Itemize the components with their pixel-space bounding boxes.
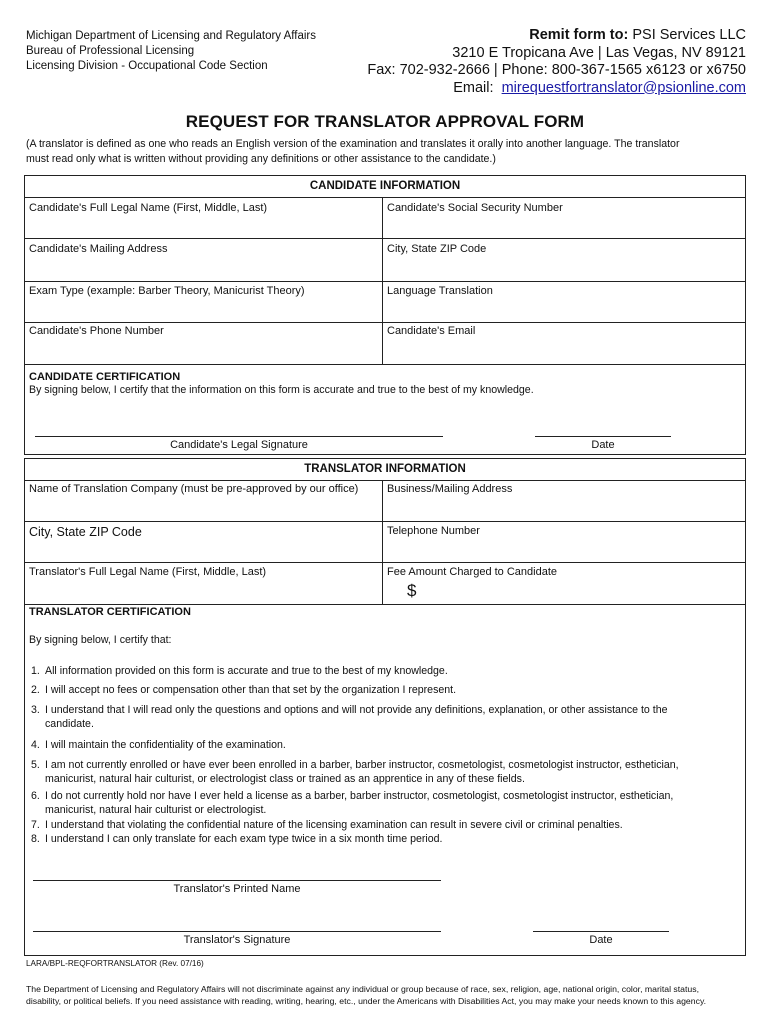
translator-city-field[interactable]: City, State ZIP Code — [29, 525, 142, 539]
agency-line-3: Licensing Division - Occupational Code Section — [26, 60, 268, 72]
translator-cert-header: TRANSLATOR CERTIFICATION — [29, 606, 191, 618]
candidate-email-field[interactable]: Candidate's Email — [387, 325, 476, 337]
candidate-section — [24, 175, 746, 455]
candidate-date-label: Date — [591, 439, 615, 451]
translator-fee-field[interactable]: Fee Amount Charged to Candidate — [387, 566, 558, 578]
candidate-city-field[interactable]: City, State ZIP Code — [387, 243, 487, 255]
translator-printed-name-line[interactable] — [33, 880, 441, 881]
candidate-date-line[interactable] — [535, 436, 671, 437]
remit-email-label: Email: — [453, 79, 494, 96]
certification-item-8: 8. I understand I can only translate for each exam type twice in a six month time period. — [31, 833, 443, 845]
translator-header: TRANSLATOR INFORMATION — [304, 463, 466, 475]
remit-company: PSI Services LLC — [632, 27, 746, 43]
certification-item-3-cont: candidate. — [45, 718, 94, 730]
form-id: LARA/BPL-REQFORTRANSLATOR (Rev. 07/16) — [26, 959, 204, 968]
candidate-address-field[interactable]: Candidate's Mailing Address — [29, 243, 168, 255]
candidate-signature-line[interactable] — [35, 436, 443, 437]
remit-block — [367, 27, 746, 97]
certification-item-4: 4. I will maintain the confidentiality of the examination. — [31, 739, 286, 751]
translator-signature-label: Translator's Signature — [183, 934, 291, 946]
certification-item-2: 2. I will accept no fees or compensation other than that set by the organization I represent. — [31, 684, 457, 696]
candidate-ssn-field[interactable]: Candidate's Social Security Number — [387, 202, 563, 214]
certification-item-5-cont: manicurist, natural hair culturist, or electrologist class or trained as an apprentice in any of these fields. — [45, 773, 525, 785]
certification-item-1: 1. All information provided on this form is accurate and true to the best of my knowledge. — [31, 665, 448, 677]
certification-item-3: 3. I understand that I will read only the questions and options and will not provide any definitions, explanation, or other assistance to the — [31, 704, 668, 716]
candidate-signature-label: Candidate's Legal Signature — [170, 439, 308, 451]
candidate-header: CANDIDATE INFORMATION — [309, 180, 461, 192]
translator-signature-line[interactable] — [33, 931, 441, 932]
translator-date-label: Date — [589, 934, 613, 946]
disclaimer — [26, 983, 756, 1007]
agency-line-2: Bureau of Professional Licensing — [26, 45, 195, 57]
remit-fax-phone: Fax: 702-932-2666 | Phone: 800-367-1565 x6123 or x6750 — [367, 62, 746, 78]
candidate-phone-field[interactable]: Candidate's Phone Number — [29, 325, 164, 337]
intro-line-2: must read only what is written without providing any definitions or other assistance to the candidate.) — [26, 153, 496, 165]
candidate-name-field[interactable]: Candidate's Full Legal Name (First, Middle, Last) — [29, 202, 268, 214]
intro-line-1: (A translator is defined as one who reads an English version of the examination and translates it orally into another language. The translator — [26, 138, 680, 150]
remit-email-link[interactable]: mirequestfortranslator@psionline.com — [501, 79, 746, 96]
candidate-cert-header: CANDIDATE CERTIFICATION — [29, 371, 181, 383]
remit-address: 3210 E Tropicana Ave | Las Vegas, NV 89121 — [452, 44, 746, 61]
disclaimer-line-1: The Department of Licensing and Regulatory Affairs will not discriminate against any individual or group because of race, sex, religion, age, national origin, color, marital status, — [26, 984, 699, 994]
candidate-cert-text: By signing below, I certify that the information on this form is accurate and true to the best of my knowledge. — [29, 384, 534, 396]
translator-name-field[interactable]: Translator's Full Legal Name (First, Middle, Last) — [29, 566, 267, 578]
fee-dollar-sign: $ — [407, 581, 417, 600]
candidate-exam-field[interactable]: Exam Type (example: Barber Theory, Manicurist Theory) — [29, 285, 305, 297]
translator-cert-intro: By signing below, I certify that: — [29, 634, 172, 646]
agency-block — [26, 29, 316, 74]
form-title: REQUEST FOR TRANSLATOR APPROVAL FORM — [185, 112, 585, 131]
translator-section — [24, 458, 746, 956]
disclaimer-line-2: disability, or political beliefs. If you need assistance with reading, writing, hearing, etc., under the Americans with Disabilities Act, you may make your needs known to this agency. — [26, 996, 707, 1006]
remit-label: Remit form to: — [529, 27, 629, 43]
certification-item-7: 7. I understand that violating the confidential nature of the licensing examination can result in severe civil or criminal penalties. — [31, 819, 623, 831]
translator-company-field[interactable]: Name of Translation Company (must be pre-approved by our office) — [29, 483, 359, 495]
translator-address-field[interactable]: Business/Mailing Address — [387, 483, 513, 495]
certification-item-6: 6. I do not currently hold nor have I ever held a license as a barber, barber instructor, cosmetologist, cosmetologist instructor, esthetician, — [31, 790, 674, 802]
intro-text — [26, 137, 746, 167]
translator-telephone-field[interactable]: Telephone Number — [387, 525, 480, 537]
certification-item-6-cont: manicurist, natural hair culturist or electrologist. — [45, 804, 267, 816]
translator-date-line[interactable] — [533, 931, 669, 932]
translator-printed-name-label: Translator's Printed Name — [173, 883, 301, 895]
certification-item-5: 5. I am not currently enrolled or have ever been enrolled in a barber, barber instructor, cosmetologist, cosmetologist instructor, esthetician, — [31, 759, 679, 771]
candidate-language-field[interactable]: Language Translation — [387, 285, 493, 297]
agency-line-1: Michigan Department of Licensing and Regulatory Affairs — [26, 30, 317, 42]
